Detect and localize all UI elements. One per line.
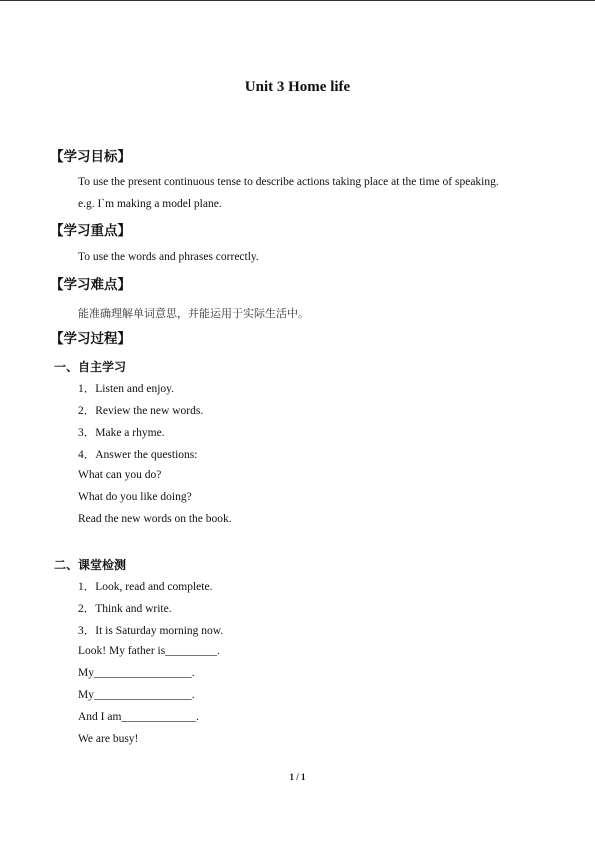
self-study-line-6: What do you like doing? (78, 491, 192, 503)
page-title: Unit 3 Home life (244, 79, 351, 95)
class-check-line-4: Look! My father is_________. (78, 645, 220, 657)
top-rule (0, 0, 595, 1)
objectives-line-2: e.g. I`m making a model plane. (78, 198, 222, 210)
self-study-line-4: 4．Answer the questions: (78, 449, 198, 461)
class-check-heading: 二、课堂检测 (54, 558, 127, 572)
key-points-line-1: To use the words and phrases correctly. (78, 251, 259, 263)
class-check-line-8: We are busy! (78, 733, 139, 745)
class-check-line-1: 1．Look, read and complete. (78, 581, 213, 593)
class-check-line-7: And I am_____________. (78, 711, 200, 723)
self-study-line-7: Read the new words on the book. (78, 513, 232, 525)
self-study-line-5: What can you do? (78, 469, 162, 481)
self-study-line-1: 1．Listen and enjoy. (78, 383, 175, 395)
difficulties-heading: 【学习难点】 (50, 277, 131, 293)
key-points-heading: 【学习重点】 (50, 223, 131, 239)
page-number: 1 / 1 (289, 772, 306, 782)
class-check-line-5: My_________________. (78, 667, 195, 679)
self-study-line-3: 3．Make a rhyme. (78, 427, 165, 439)
class-check-line-6: My_________________. (78, 689, 195, 701)
class-check-line-2: 2．Think and write. (78, 603, 172, 615)
class-check-line-3: 3．It is Saturday morning now. (78, 625, 224, 637)
objectives-line-1: To use the present continuous tense to describe actions taking place at the time of speaking. (78, 176, 499, 188)
process-heading: 【学习过程】 (50, 331, 131, 347)
self-study-line-2: 2．Review the new words. (78, 405, 204, 417)
objectives-heading: 【学习目标】 (50, 149, 131, 165)
self-study-heading: 一、自主学习 (54, 360, 127, 374)
difficulties-line-1: 能准确理解单词意思，并能运用于实际生活中。 (78, 307, 309, 320)
